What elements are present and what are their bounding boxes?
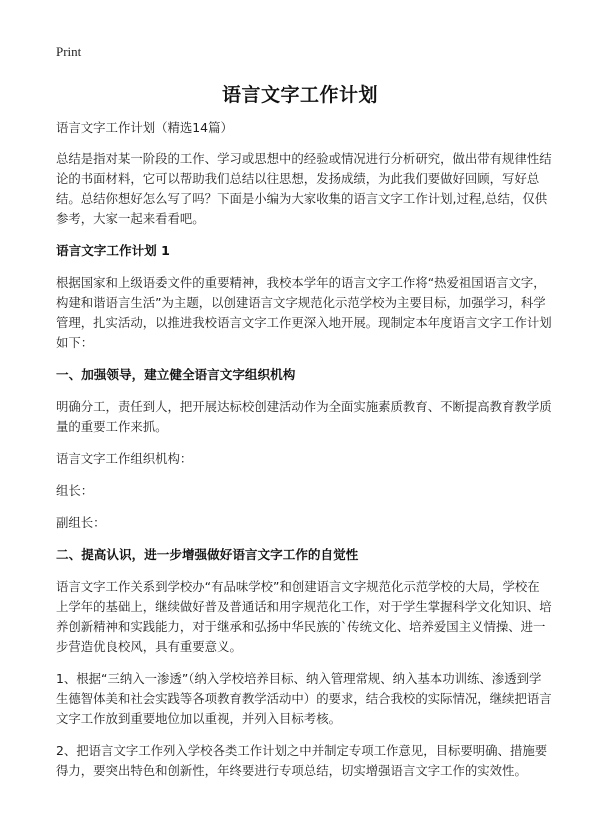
leader-label: 组长：	[56, 483, 94, 498]
document-body	[56, 118, 552, 793]
section2-paragraph: 语言文字工作关系到学校办“有品味学校”和创建语言文字规范化示范学校的大局，学校在上学年的基础上，继续做好普及普通话和用字规范化工作，对于学生掌握科学文化知识、培养创新精神和实践能力，对于继承和弘扬中华民族的`传统文化、培养爱国主义情操、进一步营造优良校风，具有重要意义。	[56, 579, 552, 654]
plan1-intro-paragraph: 根据国家和上级语委文件的重要精神，我校本学年的语言文字工作将“热爱祖国语言文字，构建和谐语言生活”为主题，以创建语言文字规范化示范学校为主要目标，加强学习，科学管理，扎实活动，以推进我校语言文字工作更深入地开展。现制定本年度语言文字工作计划如下：	[56, 275, 552, 350]
document-subtitle: 语言文字工作计划（精选14篇）	[56, 120, 233, 135]
print-link[interactable]: Print	[56, 44, 82, 59]
intro-paragraph: 总结是指对某一阶段的工作、学习或思想中的经验或情况进行分析研究，做出带有规律性结论的书面材料，它可以帮助我们总结以往思想，发扬成绩，为此我们要做好回顾，写好总结。总结你想好怎么写了吗？下面是小编为大家收集的语言文字工作计划,过程,总结，仅供参考，大家一起来看看吧。	[56, 151, 552, 226]
plan1-heading: 语言文字工作计划 1	[56, 243, 170, 258]
org-label: 语言文字工作组织机构：	[56, 451, 193, 466]
section1-heading: 一、加强领导，建立健全语言文字组织机构	[56, 367, 296, 382]
deputy-leader-label: 副组长：	[56, 515, 106, 530]
page-title: 语言文字工作计划	[221, 84, 378, 106]
list-item-1: 1、根据“三纳入一渗透”（纳入学校培养目标、纳入管理常规、纳入基本功训练、渗透到学生德智体美和社会实践等各项教育教学活动中）的要求，结合我校的实际情况，继续把语言文字工作放到重要地位加以重视，并列入目标考核。	[56, 671, 552, 726]
section2-heading: 二、提高认识，进一步增强做好语言文字工作的自觉性	[56, 547, 359, 562]
section1-paragraph: 明确分工，责任到人，把开展达标校创建活动作为全面实施素质教育、不断提高教育教学质量的重要工作来抓。	[56, 399, 552, 434]
list-item-2: 2、把语言文字工作列入学校各类工作计划之中并制定专项工作意见，目标要明确、措施要得力，要突出特色和创新性，年终要进行专项总结，切实增强语言文字工作的实效性。	[56, 743, 548, 778]
